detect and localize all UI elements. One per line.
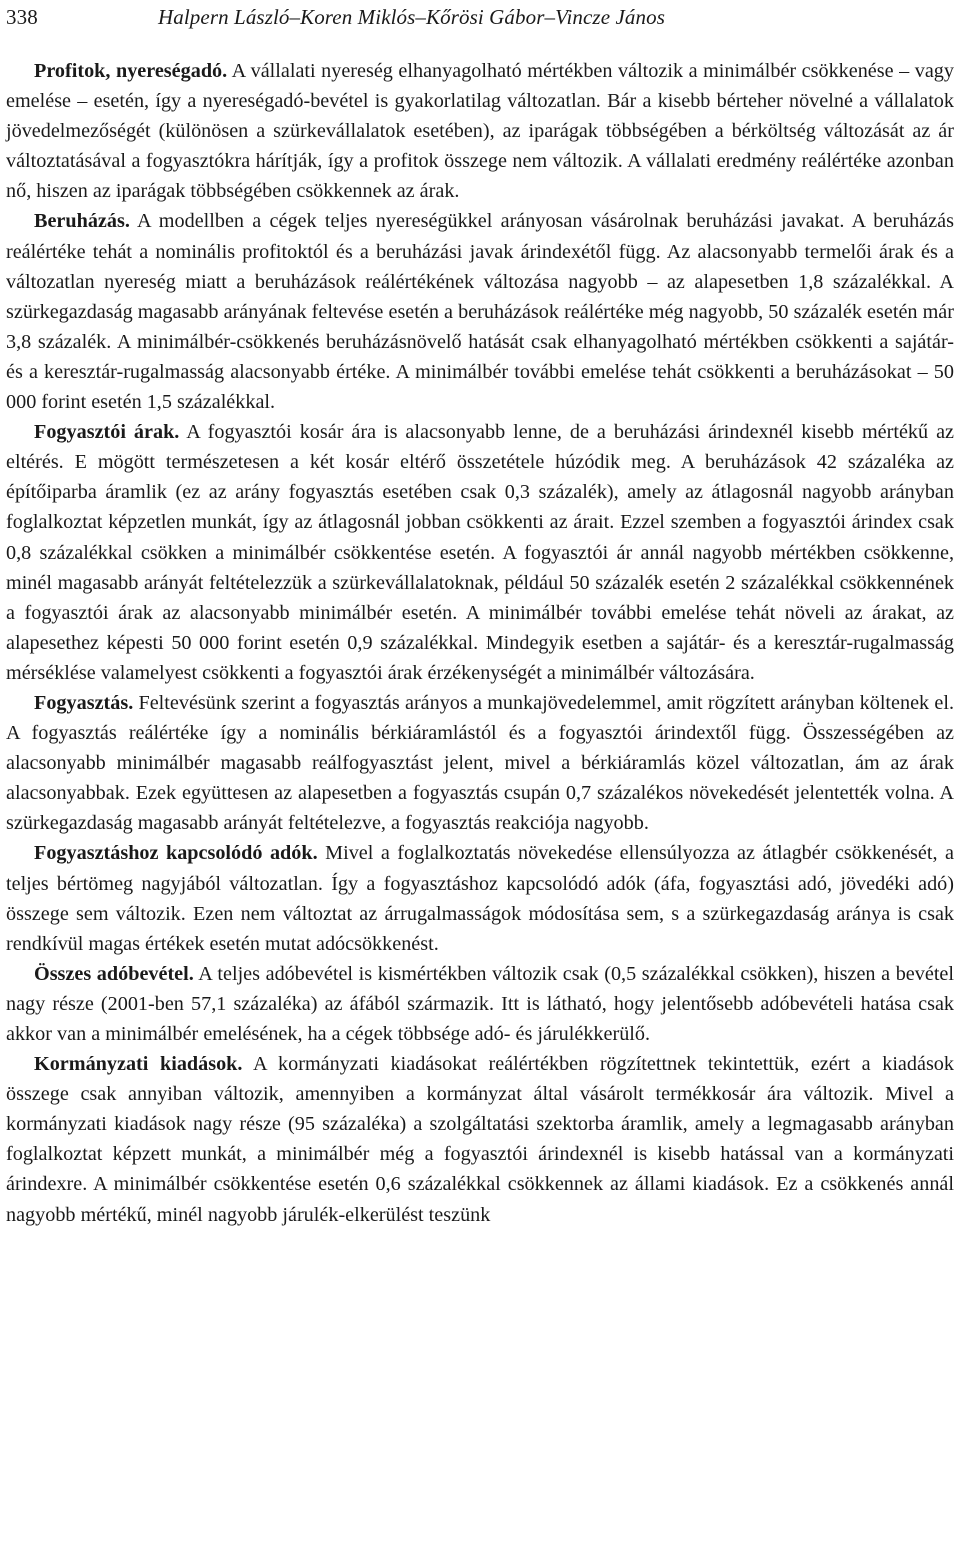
paragraph-profitok (6, 56, 954, 206)
paragraph-fogyasztashoz-kapcsolodo-adok (6, 838, 954, 958)
paragraph-heading: Fogyasztáshoz kapcsolódó adók. (34, 842, 318, 865)
page-number: 338 (6, 4, 38, 29)
paragraph-heading: Összes adóbevétel. (34, 962, 194, 985)
body-text (6, 56, 954, 1230)
paragraph-heading: Profitok, nyereségadó. (34, 60, 228, 82)
paragraph-text: A kormányzati kiadásokat reálértékben rögzítettnek tekintettük, ezért a kiadások összege csak annyiban változik, amennyiben a kormányzat által vásárolt termékkosár ára változik. Mivel a kormányzati kiadások nagy része (95 százaléka) a szolgáltatási szektorba áramlik, amely a legmagasabb arányban foglalkoztat képzett munkát, a minimálbér még a fogyasztói árindexnél is kisebb hatással van a kormányzati árindexre. A minimálbér csökkentése esetén 0,6 százalékkal csökkennek az állami kiadások. Ez a csökkenés annál nagyobb mértékű, minél nagyobb járulék-elkerülést teszünk (6, 1053, 954, 1226)
running-head: Halpern László–Koren Miklós–Kőrösi Gábor–Vincze János (158, 4, 665, 29)
paragraph-osszes-adobevetel (6, 959, 954, 1049)
paragraph-text: Mivel a foglalkoztatás növekedése ellensúlyozza az átlagbér csökkenését, a teljes bértömeg nagyjából változatlan. Így a fogyasztáshoz kapcsolódó adók (áfa, fogyasztási adó, jövedéki adó) összege sem változik. Ezen nem változtat az árrugalmasságok módosítása sem, s a szürkegazdaság aránya is csak rendkívül magas értékek esetén mutat adócsökkenést. (6, 842, 954, 955)
document-page (6, 0, 954, 1230)
paragraph-text: A teljes adóbevétel is kismértékben változik csak (0,5 százalékkal csökken), hiszen a bevétel nagy része (2001-ben 57,1 százaléka) az áfából származik. Itt is látható, hogy jelentősebb adóbevételi hatása csak akkor van a minimálbér emelésének, ha a cégek többsége adó- és járulékkerülő. (6, 962, 954, 1045)
paragraph-fogyasztas (6, 688, 954, 838)
paragraph-text: A modellben a cégek teljes nyereségükkel arányosan vásárolnak beruházási javakat. A beruházás reálértéke tehát a nominális profitoktól és a beruházási javak árindexétől függ. Az alacsonyabb termelői árak és a változatlan nyereség miatt a beruházások reálértékének változása nagyobb – az alapesetben 1,8 százalékkal. A szürkegazdaság magasabb arányának feltevése esetén a beruházások reálértéke még nagyobb, 50 százalék esetén már 3,8 százalék. A minimálbér-csökkenés beruházásnövelő hatását csak elhanyagolható mértékben csökkenti a sajátár- és a keresztár-rugalmasság alacsonyabb értéke. A minimálbér további emelése tehát csökkenti a beruházásokat – 50 000 forint esetén 1,5 százalékkal. (6, 210, 954, 414)
paragraph-heading: Kormányzati kiadások. (34, 1053, 243, 1076)
paragraph-text: A fogyasztói kosár ára is alacsonyabb lenne, de a beruházási árindexnél kisebb mértékű az eltérés. E mögött természetesen a két kosár eltérő összetétele húzódik meg. A beruházások 42 százaléka az építőiparba áramlik (ez az arány fogyasztás esetében csak 0,3 százalék), amely az átlagosnál nagyobb arányban foglalkoztat képzetlen munkát, így az átlagosnál jobban csökkenti az árait. Ezzel szemben a fogyasztói árindex csak 0,8 százalékkal csökken a minimálbér csökkentése esetén. A fogyasztói ár annál nagyobb mértékben csökkenne, minél magasabb arányát feltételezzük a szürkevállalatoknak, például 50 százalék esetén 2 százalékkal csökkennének a fogyasztói árak az alacsonyabb minimálbér esetén. A minimálbér további emelése tehát növeli az árakat, az alapesethez képesti 50 000 forint esetén 0,9 százalékkal. Mindegyik esetben a sajátár- és a keresztár-rugalmasság mérséklése valamelyest csökkenti a fogyasztói árak érzékenységét a minimálbér változására. (6, 421, 954, 684)
paragraph-text: Feltevésünk szerint a fogyasztás arányos a munkajövedelemmel, amit rögzített arányban költenek el. A fogyasztás reálértéke így a nominális bérkiáramlástól és a fogyasztói árindextől függ. Összességében az alacsonyabb minimálbér magasabb reálfogyasztást jelent, mivel a bérkiáramlás közel változatlan, ám az árak alacsonyabbak. Ezek együttesen az alapesetben a fogyasztás csupán 0,7 százalékos növekedését jelentették volna. A szürkegazdaság magasabb arányát feltételezve, a fogyasztás reakciója nagyobb. (6, 691, 954, 835)
page-header (6, 0, 954, 34)
paragraph-heading: Fogyasztói árak. (34, 421, 180, 444)
paragraph-heading: Beruházás. (34, 210, 130, 233)
paragraph-heading: Fogyasztás. (34, 691, 134, 714)
paragraph-text: A vállalati nyereség elhanyagolható mértékben változik a minimálbér csökkenése – vagy emelése – esetén, így a nyereségadó-bevétel is gyakorlatilag változatlan. Bár a kisebb bérteher növelné a vállalatok jövedelmezőségét (különösen a szürkevállalatok esetében), az iparágak többségében a bérköltség változását az ár változtatásával a fogyasztókra hárítják, így a profitok összege nem változik. A vállalati eredmény reálértéke azonban nő, hiszen az iparágak többségében csökkennek az árak. (6, 60, 954, 203)
paragraph-beruhazas (6, 206, 954, 417)
paragraph-fogyasztoi-arak (6, 417, 954, 688)
paragraph-kormanyzati-kiadasok (6, 1049, 954, 1230)
